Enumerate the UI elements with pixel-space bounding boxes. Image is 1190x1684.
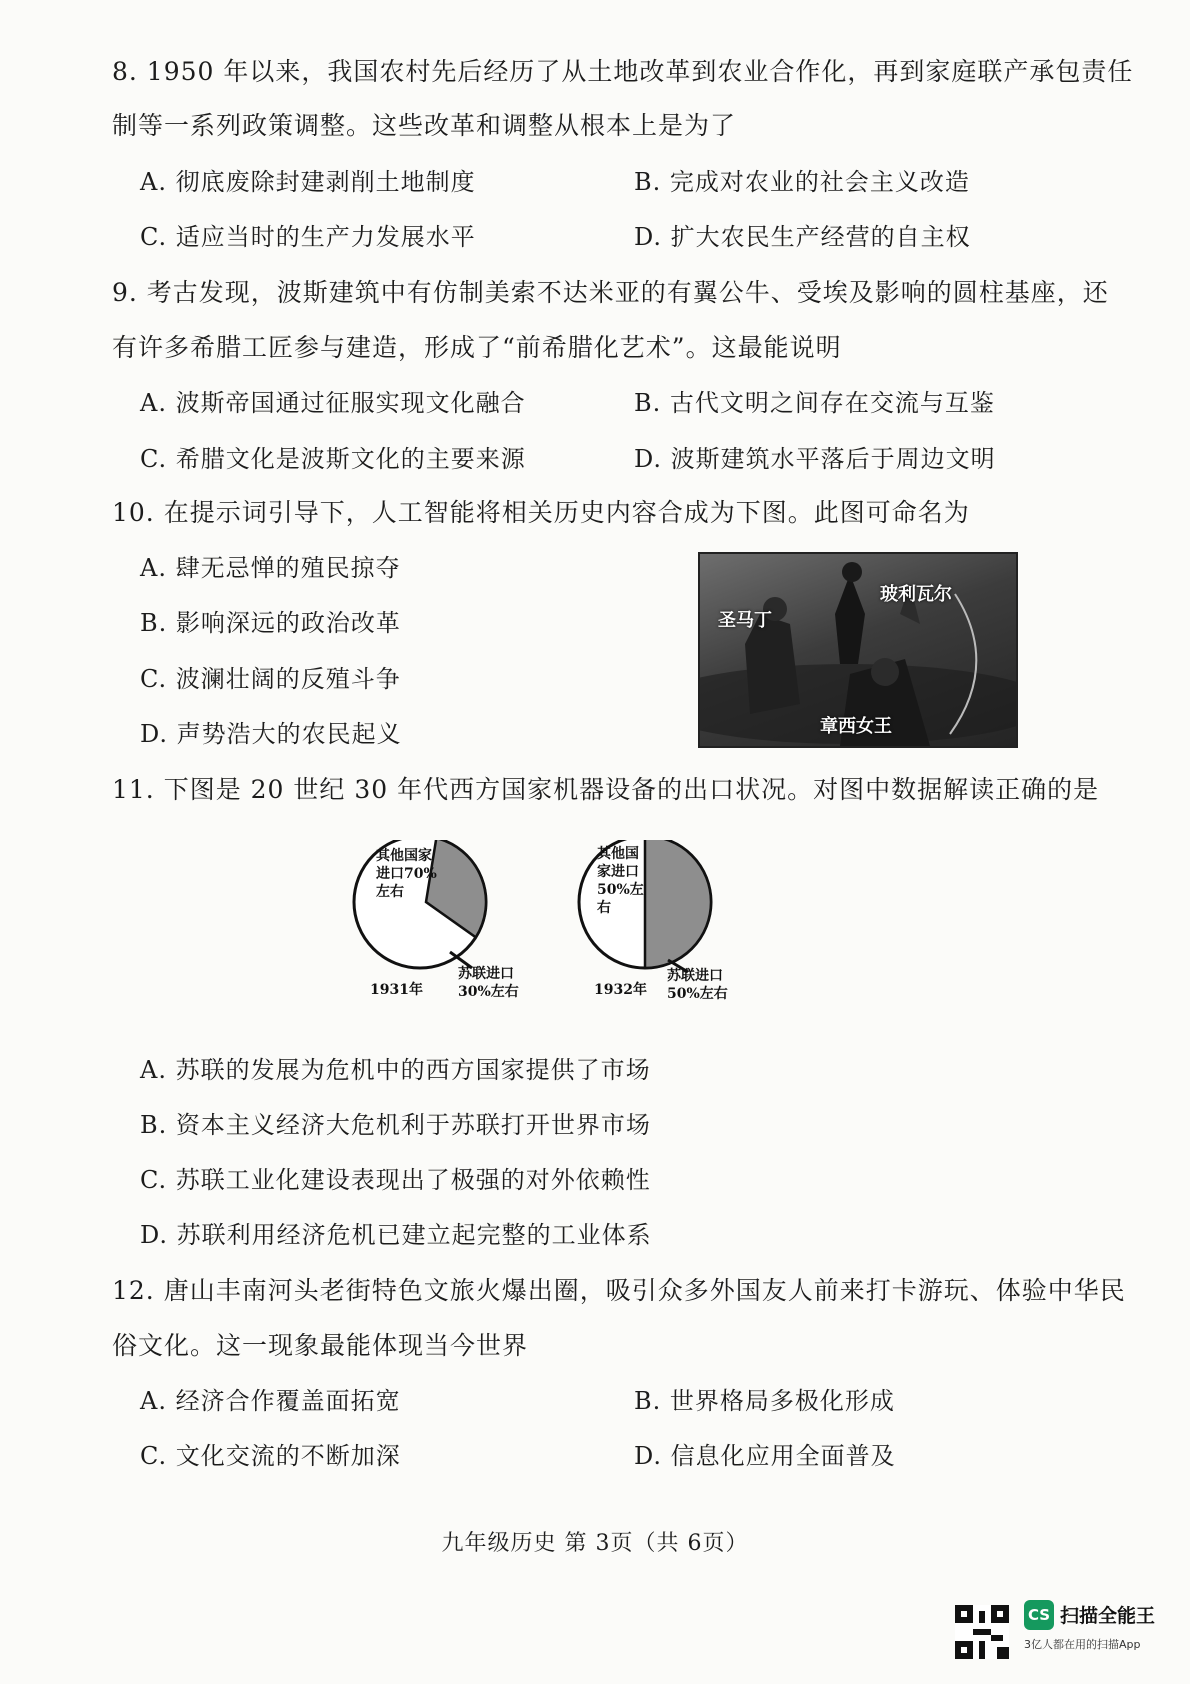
q8-option-d: D. 扩大农民生产经营的自主权 bbox=[634, 223, 971, 251]
q12-option-a: A. 经济合作覆盖面拓宽 bbox=[140, 1387, 401, 1415]
label-rani-jhansi: 章西女王 bbox=[820, 716, 892, 737]
q12-option-b: B. 世界格局多极化形成 bbox=[634, 1387, 895, 1415]
q10-option-a: A. 肆无忌惮的殖民掠夺 bbox=[140, 554, 401, 582]
q8-option-b: B. 完成对农业的社会主义改造 bbox=[634, 168, 970, 196]
q10-option-d: D. 声势浩大的农民起义 bbox=[140, 720, 402, 748]
ai-history-illustration bbox=[698, 552, 1018, 748]
pie-label-ussr-0: 30%左右 bbox=[458, 984, 519, 1000]
q8-stem-line2: 制等一系列政策调整。这些改革和调整从根本上是为了 bbox=[112, 111, 737, 140]
pie-year-0: 1931年 bbox=[370, 982, 423, 998]
q11-stem-line1: 11. 下图是 20 世纪 30 年代西方国家机器设备的出口状况。对图中数据解读正确的是 bbox=[112, 775, 1100, 804]
label-bolivar: 玻利瓦尔 bbox=[880, 584, 952, 605]
pie-slice-ussr-1 bbox=[645, 840, 711, 968]
q11-option-b: B. 资本主义经济大危机利于苏联打开世界市场 bbox=[140, 1111, 651, 1139]
pie-label-ussr-0: 苏联进口 bbox=[458, 966, 514, 982]
pie-label-others-1: 50%左 bbox=[597, 882, 644, 898]
q12-option-d: D. 信息化应用全面普及 bbox=[634, 1442, 896, 1470]
q9-stem-line1: 9. 考古发现，波斯建筑中有仿制美索不达米亚的有翼公牛、受埃及影响的圆柱基座，还 bbox=[112, 278, 1109, 307]
camscanner-tagline: 3亿人都在用的扫描App bbox=[1024, 1638, 1141, 1651]
q11-option-d: D. 苏联利用经济危机已建立起完整的工业体系 bbox=[140, 1221, 652, 1249]
pie-label-ussr-1: 50%左右 bbox=[667, 986, 728, 1002]
q10-option-c: C. 波澜壮阔的反殖斗争 bbox=[140, 665, 401, 693]
page-footer: 九年级历史 第 3页（共 6页） bbox=[441, 1531, 749, 1556]
pie-label-ussr-1: 苏联进口 bbox=[667, 968, 723, 984]
q9-option-a: A. 波斯帝国通过征服实现文化融合 bbox=[140, 389, 526, 417]
camscanner-name: 扫描全能王 bbox=[1060, 1605, 1156, 1627]
pie-label-others-0: 其他国家 bbox=[376, 848, 432, 864]
pie-label-others-0: 进口70% bbox=[376, 866, 437, 882]
q9-option-d: D. 波斯建筑水平落后于周边文明 bbox=[634, 445, 996, 473]
q12-stem-line1: 12. 唐山丰南河头老街特色文旅火爆出圈，吸引众多外国友人前来打卡游玩、体验中华民 bbox=[112, 1276, 1126, 1305]
q10-option-b: B. 影响深远的政治改革 bbox=[140, 609, 401, 637]
pie-label-others-1: 家进口 bbox=[597, 864, 639, 880]
q8-stem-line1: 8. 1950 年以来，我国农村先后经历了从土地改革到农业合作化，再到家庭联产承包责任 bbox=[112, 57, 1134, 86]
pie-label-others-0: 左右 bbox=[376, 884, 404, 900]
q12-option-c: C. 文化交流的不断加深 bbox=[140, 1442, 401, 1470]
qr-code-icon bbox=[955, 1605, 1009, 1659]
q8-option-a: A. 彻底废除封建剥削土地制度 bbox=[140, 168, 476, 196]
q8-option-c: C. 适应当时的生产力发展水平 bbox=[140, 223, 476, 251]
q9-option-c: C. 希腊文化是波斯文化的主要来源 bbox=[140, 445, 526, 473]
q10-stem-line1: 10. 在提示词引导下，人工智能将相关历史内容合成为下图。此图可命名为 bbox=[112, 498, 970, 527]
q9-stem-line2: 有许多希腊工匠参与建造，形成了“前希腊化艺术”。这最能说明 bbox=[112, 333, 842, 362]
q9-option-b: B. 古代文明之间存在交流与互鉴 bbox=[634, 389, 995, 417]
label-san-martin: 圣马丁 bbox=[718, 610, 772, 631]
pie-label-others-1: 其他国 bbox=[597, 846, 639, 862]
pie-year-1: 1932年 bbox=[594, 982, 647, 998]
export-pie-charts bbox=[350, 840, 810, 1020]
q11-option-a: A. 苏联的发展为危机中的西方国家提供了市场 bbox=[140, 1056, 651, 1084]
pie-label-others-1: 右 bbox=[597, 900, 611, 916]
camscanner-logo-icon: CS bbox=[1024, 1600, 1054, 1630]
q12-stem-line2: 俗文化。这一现象最能体现当今世界 bbox=[112, 1331, 529, 1360]
q11-option-c: C. 苏联工业化建设表现出了极强的对外依赖性 bbox=[140, 1166, 651, 1194]
